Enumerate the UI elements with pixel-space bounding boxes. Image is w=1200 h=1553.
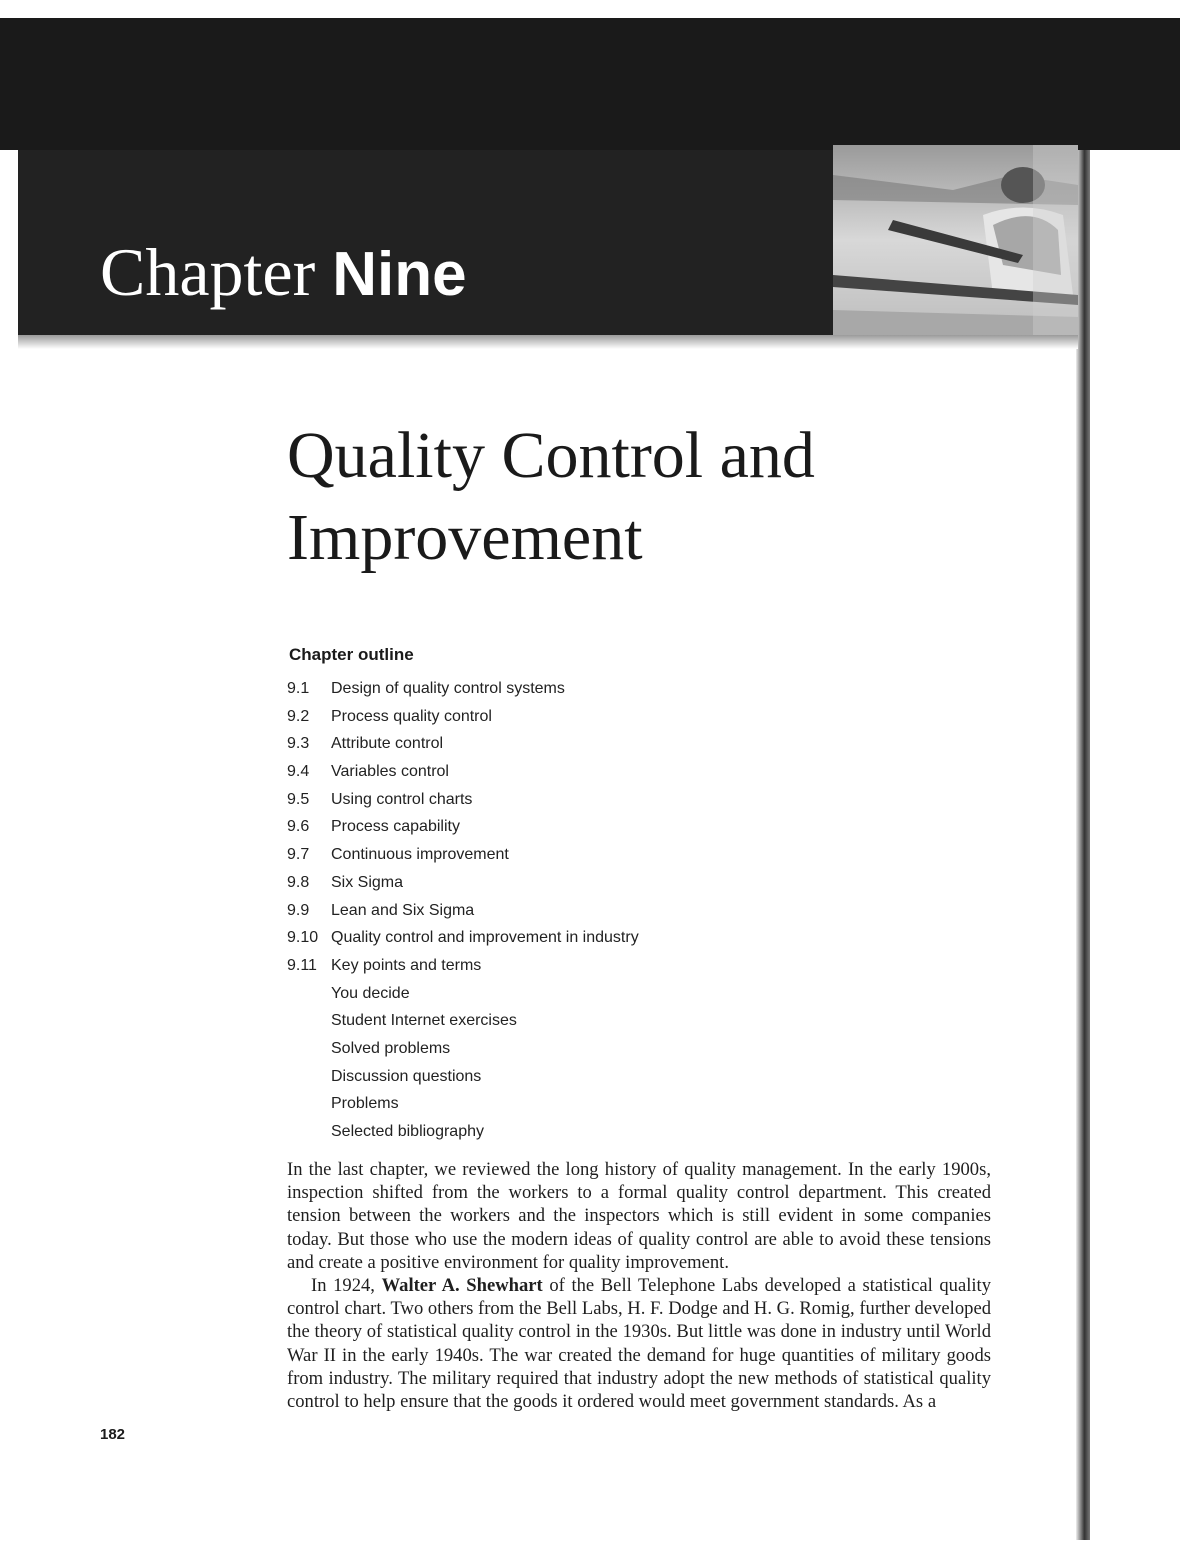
chapter-number: Nine [332, 240, 467, 309]
outline-item [287, 1007, 639, 1035]
outline-item [287, 980, 639, 1008]
outline-item [287, 675, 639, 703]
chapter-main-title [287, 415, 1047, 579]
body-paragraph-2 [287, 1274, 991, 1413]
outline-heading: Chapter outline [289, 645, 414, 664]
outline-item [287, 730, 639, 758]
outline-item [287, 952, 639, 980]
title-line-2: Improvement [287, 501, 643, 574]
outline-item-label: Variables control [331, 763, 449, 781]
body-text [287, 1158, 991, 1413]
outline-item-label: Using control charts [331, 790, 473, 808]
outline-item [287, 1118, 639, 1146]
top-dark-band [0, 18, 1180, 150]
outline-item [287, 869, 639, 897]
outline-item-number: 9.10 [287, 929, 319, 947]
outline-item [287, 1035, 639, 1063]
outline-item-number: 9.3 [287, 735, 310, 753]
outline-item [287, 703, 639, 731]
outline-item-label: Discussion questions [331, 1067, 482, 1085]
outline-item-number: 9.5 [287, 790, 310, 808]
outline-item [287, 786, 639, 814]
outline-item [287, 897, 639, 925]
outline-item-label: Continuous improvement [331, 846, 509, 864]
outline-item-label: Lean and Six Sigma [331, 901, 475, 919]
outline-item [287, 924, 639, 952]
outline-item-number: 9.1 [287, 680, 310, 697]
outline-item-number: 9.7 [287, 846, 310, 864]
chapter-outline-list [287, 675, 639, 1146]
outline-item [287, 1090, 639, 1118]
outline-item-number: 9.6 [287, 818, 310, 836]
body-paragraph-1: In the last chapter, we reviewed the long history of quality management. In the early 1900s, inspection shifted from the workers to a formal quality control department. This created tension between the workers and the inspectors which is still evident in some companies today. But those who use the modern ideas of quality control are able to avoid these tensions and create a positive environment for quality improvement. [287, 1159, 991, 1273]
outline-item-label: Solved problems [331, 1039, 451, 1057]
chapter-heading [100, 232, 467, 315]
outline-item-label: Attribute control [331, 735, 444, 753]
outline-item-label: Selected bibliography [331, 1123, 484, 1140]
rowing-photo [833, 145, 1078, 335]
outline-item-number: 9.9 [287, 901, 310, 919]
outline-item [287, 841, 639, 869]
title-line-1: Quality Control and [287, 419, 815, 492]
p2-rest: of the Bell Telephone Labs developed a statistical quality control chart. Two others from the Bell Labs, H. F. Dodge and H. G. Romig, further developed the theory of statistical quality control in the 1930s. But little was done in industry until World War II in the early 1940s. The war created the demand for huge quantities of military goods from industry. The military required that industry adopt the new methods of statistical quality control to help ensure that the goods it ordered would meet government standards. As a [287, 1275, 992, 1413]
page-gutter-shadow [1076, 150, 1090, 1540]
outline-item-label: Problems [331, 1095, 399, 1113]
outline-item [287, 1063, 639, 1091]
outline-item [287, 758, 639, 786]
p2-intro: In 1924, [311, 1275, 382, 1297]
outline-item-number: 9.4 [287, 763, 310, 781]
chapter-word: Chapter [100, 234, 316, 310]
outline-item-number: 9.8 [287, 873, 310, 891]
outline-item-number: 9.2 [287, 707, 310, 725]
outline-item-label: Process quality control [331, 707, 492, 725]
page-number: 182 [100, 1426, 126, 1443]
outline-item-label: You decide [331, 984, 410, 1002]
outline-item-label: Student Internet exercises [331, 1012, 517, 1030]
title-band-shadow [18, 335, 1078, 349]
outline-item-label: Quality control and improvement in industry [331, 929, 639, 947]
outline-item-label: Design of quality control systems [331, 680, 565, 697]
outline-item-label: Process capability [331, 818, 460, 836]
outline-item [287, 813, 639, 841]
outline-item-number: 9.11 [287, 956, 317, 974]
outline-item-label: Six Sigma [331, 873, 404, 891]
shewhart-name: Walter A. Shewhart [381, 1275, 543, 1297]
outline-item-label: Key points and terms [331, 956, 482, 974]
